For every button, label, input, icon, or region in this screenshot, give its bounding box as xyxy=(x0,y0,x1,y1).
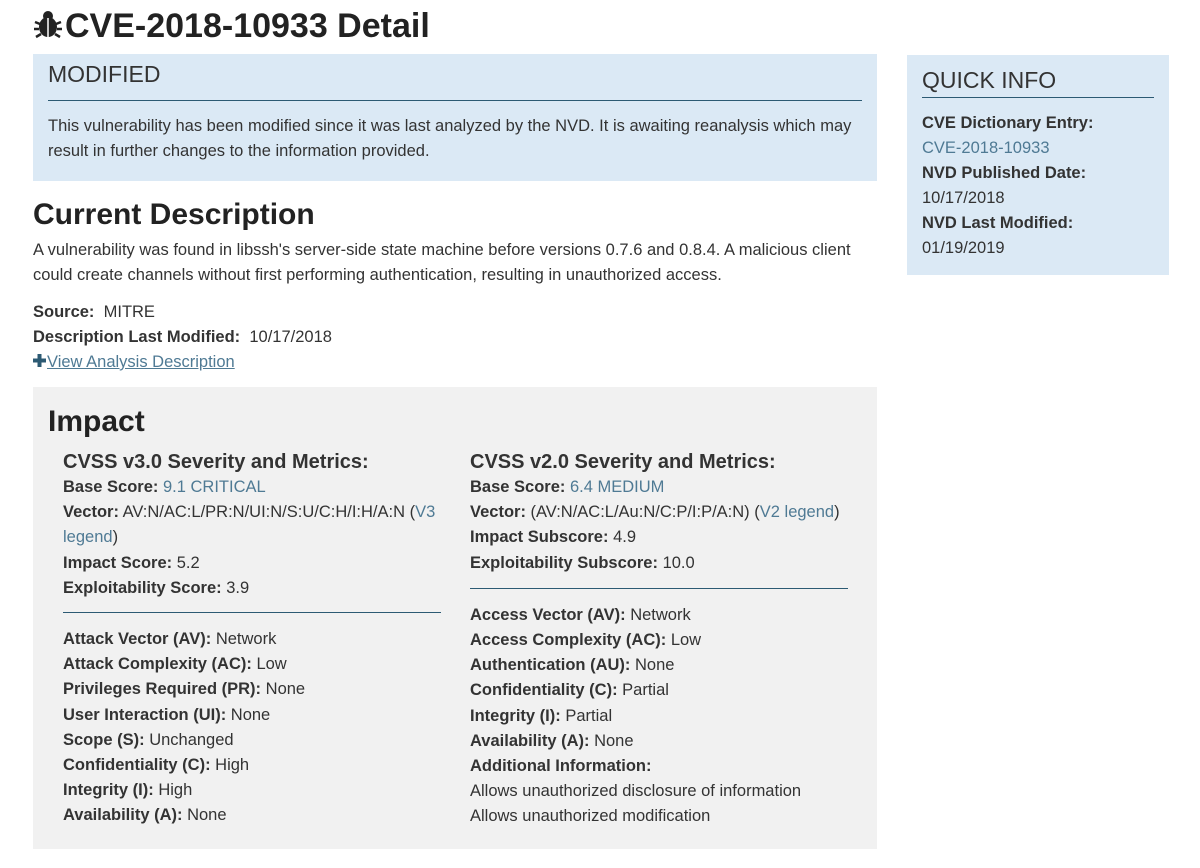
v2-base-score-label: Base Score: xyxy=(470,478,566,496)
v3-metric-value: None xyxy=(265,680,306,699)
plus-icon xyxy=(33,350,46,375)
cve-entry-label: CVE Dictionary Entry: xyxy=(922,114,1094,132)
v3-metric-label: Integrity (I): xyxy=(63,781,154,800)
v2-additional-line: Allows unauthorized disclosure of information xyxy=(470,782,802,801)
v2-base-score xyxy=(470,475,848,500)
v2-metric-value: Partial xyxy=(565,706,613,725)
v2-additional-info xyxy=(470,754,848,779)
v2-metric-value: None xyxy=(635,656,675,675)
v3-metric-label: Attack Complexity (AC): xyxy=(63,655,252,674)
v3-metric-row xyxy=(63,652,441,677)
v3-base-score-link[interactable]: 9.1 CRITICAL xyxy=(162,478,266,496)
v2-metric-label: Availability (A): xyxy=(470,731,590,750)
source-label: Source: xyxy=(33,303,95,321)
v3-exploitability-score xyxy=(63,576,441,601)
v2-metric-row xyxy=(470,603,848,628)
modified-heading: MODIFIED xyxy=(48,61,161,87)
v3-metric-value: High xyxy=(158,781,193,800)
v3-metric-value: None xyxy=(187,806,227,825)
v2-metric-value: Partial xyxy=(622,681,669,700)
v2-vector-label: Vector: xyxy=(470,503,526,522)
v3-metric-label: Scope (S): xyxy=(63,730,145,749)
published-date-value: 10/17/2018 xyxy=(922,189,1005,207)
divider xyxy=(48,100,862,101)
v2-metric-label: Access Complexity (AC): xyxy=(470,631,667,650)
v2-additional-label: Additional Information: xyxy=(470,757,652,776)
last-modified-label: NVD Last Modified: xyxy=(922,214,1074,232)
quick-info-heading: QUICK INFO xyxy=(922,67,1057,93)
v3-metric-value: None xyxy=(230,705,271,724)
view-analysis-label: View Analysis Description xyxy=(47,353,235,371)
v3-vector-label: Vector: xyxy=(63,503,119,522)
v3-metric-row xyxy=(63,677,441,702)
view-analysis-link[interactable] xyxy=(33,350,235,375)
v2-impact-subscore-label: Impact Subscore: xyxy=(470,528,609,547)
v3-metric-value: High xyxy=(215,756,250,775)
v3-metric-label: Confidentiality (C): xyxy=(63,756,211,775)
divider xyxy=(922,97,1154,98)
v2-metric-label: Confidentiality (C): xyxy=(470,681,618,700)
v3-vector-value: AV:N/AC:L/PR:N/UI:N/S:U/C:H/I:H/A:N xyxy=(122,503,406,522)
quick-info-panel xyxy=(907,55,1169,275)
v2-exploitability-label: Exploitability Subscore: xyxy=(470,553,658,572)
v2-metric-row xyxy=(470,628,848,653)
quick-info-list xyxy=(922,111,1093,261)
v2-additional-line: Allows unauthorized modification xyxy=(470,807,711,826)
cvss-v2-heading: CVSS v2.0 Severity and Metrics: xyxy=(470,451,776,473)
v3-exploitability-value: 3.9 xyxy=(226,578,250,597)
cvss-v3-heading: CVSS v3.0 Severity and Metrics: xyxy=(63,451,369,473)
divider xyxy=(63,612,441,613)
v3-impact-score xyxy=(63,551,441,576)
v2-impact-subscore-value: 4.9 xyxy=(613,528,636,547)
v2-exploitability-subscore xyxy=(470,551,848,576)
modified-text: This vulnerability has been modified since it was last analyzed by the NVD. It is awaiting reanalysis which may result in further changes to the information provided. xyxy=(48,117,852,160)
v2-metric-value: Low xyxy=(670,631,702,650)
v3-impact-score-label: Impact Score: xyxy=(63,553,173,572)
v2-base-score-link[interactable]: 6.4 MEDIUM xyxy=(569,478,665,496)
source-row xyxy=(33,300,155,325)
current-description-text: A vulnerability was found in libssh's server-side state machine before versions 0.7.6 and 0.8.4. A malicious client could create channels without first performing authentication, resulting in unauthorized access. xyxy=(33,241,851,284)
v2-impact-subscore xyxy=(470,525,848,550)
published-date-label: NVD Published Date: xyxy=(922,164,1087,182)
impact-panel xyxy=(33,387,877,849)
divider xyxy=(470,588,848,589)
v3-vector: Vector: AV:N/AC:L/PR:N/UI:N/S:U/C:H/I:H/A:N (V3 legend) xyxy=(63,503,436,547)
last-modified-value: 01/19/2019 xyxy=(922,239,1005,257)
v3-metric-row xyxy=(63,778,441,803)
cvss-v2-column xyxy=(470,449,848,830)
impact-heading: Impact xyxy=(48,405,145,438)
v3-metric-label: User Interaction (UI): xyxy=(63,705,227,724)
v2-metric-value: Network xyxy=(630,605,691,624)
v2-vector-value: (AV:N/AC:L/Au:N/C:P/I:P/A:N) xyxy=(530,503,750,522)
v2-metric-label: Integrity (I): xyxy=(470,706,561,725)
v2-legend-link[interactable]: V2 legend xyxy=(759,503,835,522)
v2-additional-lines xyxy=(470,779,848,829)
source-value: MITRE xyxy=(103,303,155,321)
v3-exploitability-label: Exploitability Score: xyxy=(63,578,222,597)
modified-notice xyxy=(33,54,877,181)
v2-metric-row xyxy=(470,729,848,754)
v2-metric-row xyxy=(470,704,848,729)
v3-metric-row xyxy=(63,627,441,652)
description-modified-value: 10/17/2018 xyxy=(249,328,332,346)
current-description-heading: Current Description xyxy=(33,198,315,231)
v3-metric-label: Availability (A): xyxy=(63,806,183,825)
v3-legend-link[interactable]: V3 legend xyxy=(63,503,436,547)
v2-metric-label: Authentication (AU): xyxy=(470,656,631,675)
v3-impact-score-value: 5.2 xyxy=(176,553,200,572)
v2-metric-value: None xyxy=(594,731,634,750)
v3-metric-value: Network xyxy=(215,630,277,649)
v2-metric-label: Access Vector (AV): xyxy=(470,605,626,624)
description-modified-label: Description Last Modified: xyxy=(33,328,241,346)
v3-metric-row xyxy=(63,703,441,728)
v3-metric-row xyxy=(63,728,441,753)
v3-metric-row xyxy=(63,753,441,778)
v3-metric-label: Privileges Required (PR): xyxy=(63,680,262,699)
description-modified-row xyxy=(33,325,332,350)
cvss-v3-column xyxy=(63,449,441,829)
v2-metrics-list xyxy=(470,603,848,754)
v2-metric-row xyxy=(470,653,848,678)
v2-exploitability-value: 10.0 xyxy=(662,553,695,572)
v2-vector: Vector: (AV:N/AC:L/Au:N/C:P/I:P/A:N) (V2 legend) xyxy=(470,503,840,522)
page-title xyxy=(33,4,430,50)
v3-metrics-list xyxy=(63,627,441,829)
page-title-text: CVE-2018-10933 Detail xyxy=(65,7,430,45)
v3-metric-row xyxy=(63,803,441,828)
v3-metric-label: Attack Vector (AV): xyxy=(63,630,212,649)
bug-icon xyxy=(33,6,63,50)
cve-entry-link[interactable]: CVE-2018-10933 xyxy=(922,139,1050,157)
v2-metric-row xyxy=(470,678,848,703)
v3-base-score-label: Base Score: xyxy=(63,478,159,496)
v3-metric-value: Unchanged xyxy=(149,730,234,749)
v3-metric-value: Low xyxy=(256,655,287,674)
v3-base-score xyxy=(63,475,441,500)
